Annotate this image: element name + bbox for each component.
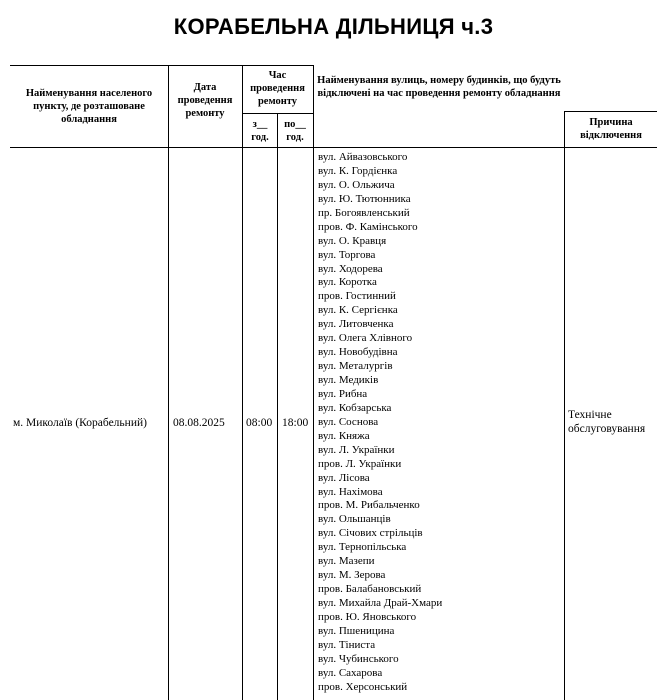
col-divider-4 xyxy=(313,65,314,700)
street-item: вул. Сахарова xyxy=(318,666,383,679)
header-time-to: по__ год. xyxy=(284,119,306,143)
street-item: вул. Медиків xyxy=(318,374,379,386)
header-time: Час проведення ремонту xyxy=(250,70,305,107)
street-item: вул. Лісова xyxy=(318,471,370,484)
cell-date: 08.08.2025 xyxy=(173,417,225,429)
street-item: вул. Айвазовського xyxy=(318,151,408,163)
header-locality: Найменування населеного пункту, де розташоване обладнання xyxy=(25,88,153,125)
streets-list xyxy=(318,151,558,695)
col-divider-5 xyxy=(564,111,565,700)
street-item: пров. Л. Українки xyxy=(318,457,402,470)
street-item: вул. К. Сергієнка xyxy=(318,304,398,317)
cell-reason: Технічне обслуговування xyxy=(568,409,646,435)
header-bottom-border xyxy=(10,147,657,148)
street-item: вул. Чубинського xyxy=(318,652,399,665)
street-item: вул. Тернопільська xyxy=(318,541,407,554)
street-item: вул. К. Гордієнка xyxy=(318,164,398,177)
street-item: пров. М. Рибальченко xyxy=(318,499,420,512)
street-item: вул. Січових стрільців xyxy=(318,527,423,540)
cell-time-to: 18:00 xyxy=(282,417,309,429)
header-streets: Найменування вулиць, номеру будинків, що будуть відключені на час проведення ремонту обладнання xyxy=(317,75,561,99)
street-item: вул. Олега Хлівного xyxy=(318,332,413,345)
street-item: вул. О. Ольжича xyxy=(318,178,395,191)
street-item: вул. Л. Українки xyxy=(318,443,395,456)
street-item: вул. Мазепи xyxy=(318,555,375,568)
street-item: вул. Литовченка xyxy=(318,318,394,331)
header-date: Дата проведення ремонту xyxy=(177,82,233,119)
street-item: пров. Херсонський xyxy=(318,680,408,693)
page-title: КОРАБЕЛЬНА ДІЛЬНИЦЯ ч.3 xyxy=(173,14,494,39)
street-item: вул. Михайла Драй-Хмари xyxy=(318,597,443,609)
street-item: вул. О. Кравця xyxy=(318,234,387,247)
cell-time-from: 08:00 xyxy=(246,417,273,429)
street-item: пр. Богоявленський xyxy=(318,206,410,219)
cell-locality: м. Миколаїв (Корабельний) xyxy=(13,417,147,429)
street-item: пров. Ф. Камінського xyxy=(318,220,418,233)
col-divider-2 xyxy=(242,65,243,700)
street-item: вул. Коротка xyxy=(318,276,377,289)
street-item: вул. Княжа xyxy=(318,429,370,442)
street-item: пров. Балабановський xyxy=(318,583,422,596)
header-time-from: з__ год. xyxy=(251,119,269,143)
street-item: вул. Новобудівна xyxy=(318,346,398,359)
col-divider-3 xyxy=(277,113,278,700)
street-item: пров. Ю. Яновського xyxy=(318,610,417,623)
street-item: вул. Ольшанців xyxy=(318,513,391,526)
table-top-border xyxy=(10,65,313,66)
street-item: вул. Соснова xyxy=(318,415,379,428)
street-item: вул. Нахімова xyxy=(318,485,383,498)
street-item: вул. Рибна xyxy=(318,387,368,400)
reason-header-border xyxy=(564,111,657,112)
street-item: вул. Пшеницина xyxy=(318,624,395,637)
street-item: вул. Тіниста xyxy=(318,638,376,651)
col-divider-1 xyxy=(168,65,169,700)
street-item: вул. Торгова xyxy=(318,248,376,261)
header-reason: Причина відключення xyxy=(580,117,642,141)
street-item: вул. Ходорева xyxy=(318,262,383,275)
street-item: вул. М. Зерова xyxy=(318,569,386,582)
street-item: вул. Кобзарська xyxy=(318,401,392,414)
street-item: вул. Ю. Тютюнника xyxy=(318,192,411,205)
street-item: вул. Металургів xyxy=(318,360,393,373)
street-item: пров. Гостинний xyxy=(318,290,396,303)
